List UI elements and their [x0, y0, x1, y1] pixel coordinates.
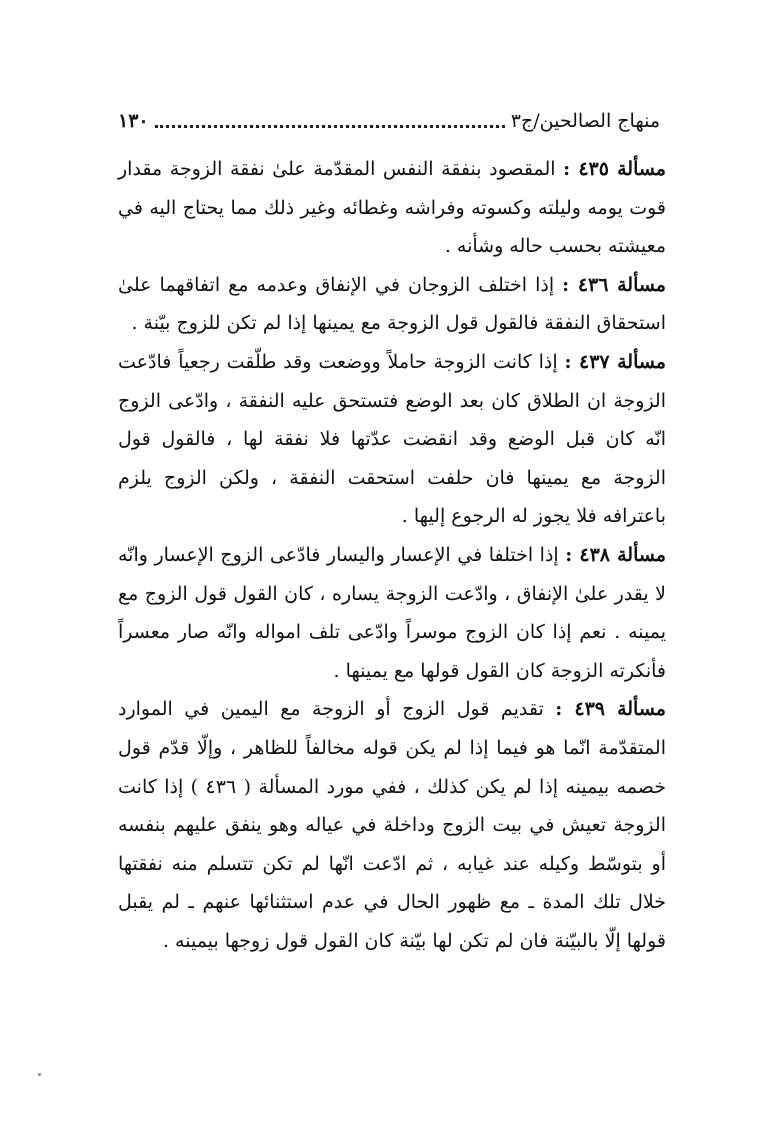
issue-label: مسألة ٤٣٩ : [555, 698, 666, 721]
issue-text: إذا كانت الزوجة حاملاً ووضعت وقد طلّقت رجعياً فادّعت الزوجة ان الطلاق كان بعد الوضع فتستحق عليه النفقة ، وادّعى الزوج انّه كان قبل الوضع وقد انقضت عدّتها فلا نفقة لها ، فالقول قول الزوجة مع يمينها فان حلفت استحقت النفقة ، ولكن الزوج يلزم باعترافه فلا يجوز له الرجوع إليها . [118, 350, 666, 528]
page-number: ١٣٠ [118, 110, 149, 132]
dot-leader [155, 125, 505, 128]
issue-label: مسألة ٤٣٨ : [565, 543, 666, 566]
running-title: منهاج الصالحين/ج٣ [510, 110, 660, 132]
issue-text: تقديم قول الزوج أو الزوجة مع اليمين في الموارد المتقدّمة انّما هو فيما إذا لم يكن قوله مخالفاً للظاهر ، وإلّا قدّم قول خصمه بيمينه إذا لم يكن كذلك ، ففي مورد المسألة ( ٤٣٦ ) إذا كانت الزوجة تعيش في بيت الزوج وداخلة في عياله وهو ينفق عليهم بنفسه أو بتوسّط وكيله عند غيابه ، ثم ادّعت انّها لم تكن تتسلم منه نفقتها خلال تلك المدة ـ مع ظهور الحال في عدم استثنائها عنهم ـ لم يقبل قولها إلّا بالبيّنة فان لم تكن لها بيّنة كان القول قول زوجها بيمينه . [118, 698, 666, 952]
issue-438 [118, 536, 666, 690]
page-body [118, 150, 666, 960]
issue-439 [118, 690, 666, 960]
issue-text: إذا اختلف الزوجان في الإنفاق وعدمه مع اتفاقهما علىٰ استحقاق النفقة فالقول قول الزوجة مع يمينها إذا لم تكن للزوج بيّنة . [118, 273, 666, 335]
scan-speck [38, 1073, 41, 1076]
page-header [118, 104, 660, 134]
issue-text: المقصود بنفقة النفس المقدّمة علىٰ نفقة الزوجة مقدار قوت يومه وليلته وكسوته وفراشه وغطائه وغير ذلك مما يحتاج اليه في معيشته بحسب حاله وشأنه . [118, 158, 666, 258]
issue-435 [118, 150, 666, 266]
issue-label: مسألة ٤٣٥ : [563, 158, 666, 180]
issue-label: مسألة ٤٣٧ : [564, 350, 666, 373]
issue-437 [118, 343, 666, 536]
issue-text: إذا اختلفا في الإعسار واليسار فادّعى الزوج الإعسار وانّه لا يقدر علىٰ الإنفاق ، وادّعت الزوجة يساره ، كان القول قول الزوج مع يمينه . نعم إذا كان الزوج موسراً وادّعى تلف امواله وانّه صار معسراً فأنكرته الزوجة كان القول قولها مع يمينها . [118, 543, 666, 682]
issue-436 [118, 266, 666, 343]
issue-label: مسألة ٤٣٦ : [562, 273, 666, 296]
